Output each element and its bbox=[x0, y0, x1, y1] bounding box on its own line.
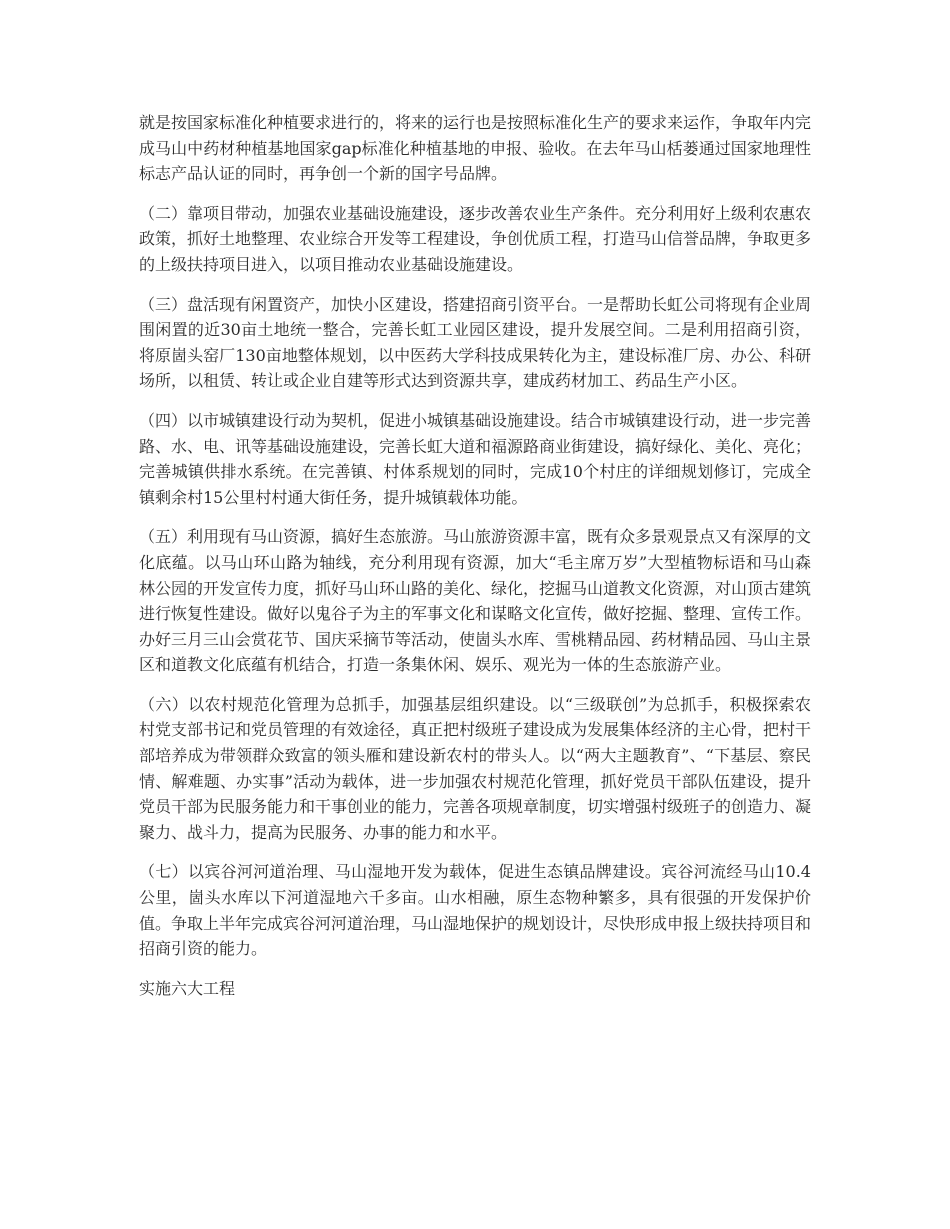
paragraph-idle-assets: （三）盘活现有闲置资产，加快小区建设，搭建招商引资平台。一是帮助长虹公司将现有企业周围闲置的近30亩土地统一整合，完善长虹工业园区建设，提升发展空间。二是利用招商引资，将原崮头窑厂130亩地整体规划，以中医药大学科技成果转化为主，建设标准厂房、办公、科研场所，以租赁、转让或企业自建等形式达到资源共享，建成药材加工、药品生产小区。 bbox=[139, 294, 812, 391]
section-heading: 实施六大工程 bbox=[139, 978, 236, 998]
paragraph-agri-infrastructure: （二）靠项目带动，加强农业基础设施建设，逐步改善农业生产条件。充分利用好上级利农惠农政策，抓好土地整理、农业综合开发等工程建设，争创优质工程，打造马山信誉品牌，争取更多的上级扶持项目进入，以项目推动农业基础设施建设。 bbox=[139, 203, 812, 274]
paragraph-town-construction: （四）以市城镇建设行动为契机，促进小城镇基础设施建设。结合市城镇建设行动，进一步完善路、水、电、讯等基础设施建设，完善长虹大道和福源路商业街建设，搞好绿化、美化、亮化；完善城镇供排水系统。在完善镇、村体系规划的同时，完成10个村庄的详细规划修订，完成全镇剩余村15公里村村通大街任务，提升城镇载体功能。 bbox=[139, 410, 812, 507]
paragraph-river-wetland: （七）以宾谷河河道治理、马山湿地开发为载体，促进生态镇品牌建设。宾谷河流经马山10.4公里，崮头水库以下河道湿地六千多亩。山水相融，原生态物种繁多，具有很强的开发保护价值。争取上半年完成宾谷河河道治理，马山湿地保护的规划设计，尽快形成申报上级扶持项目和招商引资的能力。 bbox=[139, 862, 812, 959]
paragraph-gap-certification: 就是按国家标准化种植要求进行的，将来的运行也是按照标准化生产的要求来运作，争取年内完成马山中药材种植基地国家gap标准化种植基地的申报、验收。在去年马山栝蒌通过国家地理性标志产品认证的同时，再争创一个新的国字号品牌。 bbox=[139, 113, 812, 184]
paragraph-eco-tourism: （五）利用现有马山资源，搞好生态旅游。马山旅游资源丰富，既有众多景观景点又有深厚的文化底蕴。以马山环山路为轴线，充分利用现有资源，加大“毛主席万岁”大型植物标语和马山森林公园的开发宣传力度，抓好马山环山路的美化、绿化，挖掘马山道教文化资源，对山顶古建筑进行恢复性建设。做好以鬼谷子为主的军事文化和谋略文化宣传，做好挖掘、整理、宣传工作。办好三月三山会赏花节、国庆采摘节等活动，使崮头水库、雪桃精品园、药材精品园、马山主景区和道教文化底蕴有机结合，打造一条集休闲、娱乐、观光为一体的生态旅游产业。 bbox=[139, 527, 812, 675]
paragraph-rural-management: （六）以农村规范化管理为总抓手，加强基层组织建设。以“三级联创”为总抓手，积极探索农村党支部书记和党员管理的有效途径，真正把村级班子建设成为发展集体经济的主心骨，把村干部培养成为带领群众致富的领头雁和建设新农村的带头人。以“两大主题教育”、“下基层、察民情、解难题、办实事”活动为载体，进一步加强农村规范化管理，抓好党员干部队伍建设，提升党员干部为民服务能力和干事创业的能力，完善各项规章制度，切实增强村级班子的创造力、凝聚力、战斗力，提高为民服务、办事的能力和水平。 bbox=[139, 694, 812, 842]
document-page bbox=[139, 110, 811, 1001]
